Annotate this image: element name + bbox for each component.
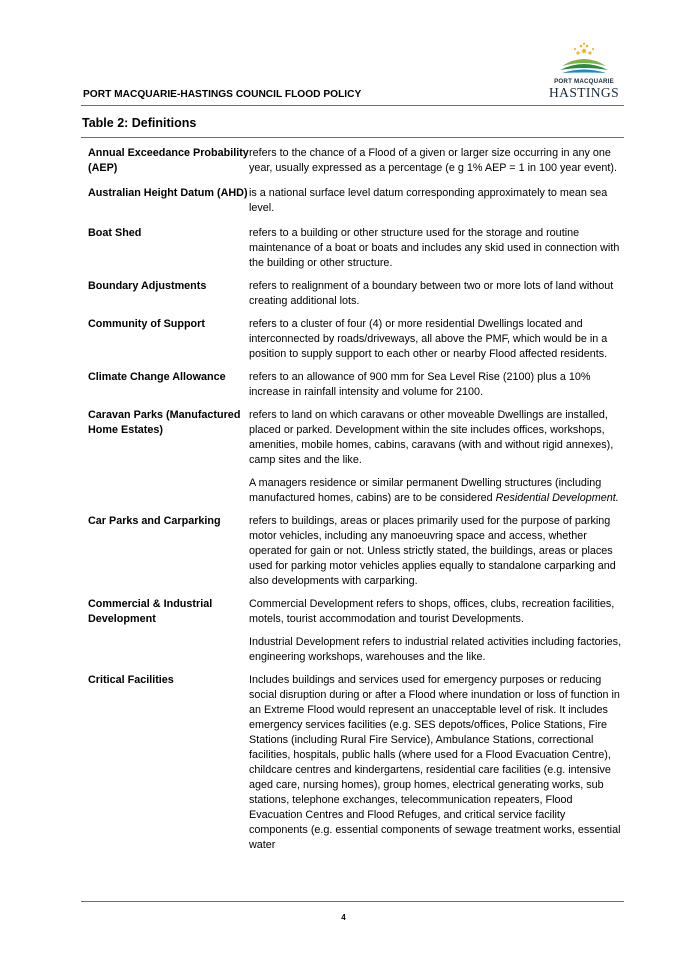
definition-row	[82, 408, 624, 506]
definition-paragraph: refers to land on which caravans or other moveable Dwellings are installed, placed or parked. Development within the site includes offices, workshops, amenities, mobile homes, cabins, caravans (with and without rigid annexes), camp sites and the like.	[249, 409, 614, 466]
definition-paragraph: refers to a cluster of four (4) or more residential Dwellings located and interconnected by roads/driveways, all above the PMF, which would be in a position to supply support to each other or nearby Flood affected residents.	[249, 318, 608, 360]
definition-paragraph: refers to the chance of a Flood of a given or larger size occurring in any one year, usually expressed as a percentage (e g 1% AEP = 1 in 100 year event).	[249, 147, 618, 174]
definition-paragraph: refers to an allowance of 900 mm for Sea Level Rise (2100) plus a 10% increase in rainfall intensity and volume for 2100.	[249, 371, 591, 398]
council-logo	[548, 42, 620, 100]
definition-term: Community of Support	[88, 318, 205, 330]
definition-italic-text: Residential Development.	[495, 492, 619, 504]
definition-row	[82, 226, 624, 271]
definition-description	[249, 370, 624, 400]
definitions-table	[82, 146, 624, 853]
definition-row	[82, 597, 624, 665]
definition-paragraph: Commercial Development refers to shops, offices, clubs, recreation facilities, motels, tourist accommodation and tourist Developments.	[249, 598, 615, 625]
definition-row	[82, 514, 624, 589]
definition-description	[249, 226, 624, 271]
table-title: Table 2: Definitions	[82, 116, 197, 130]
definition-description	[249, 597, 624, 665]
definition-paragraph: is a national surface level datum corresponding approximately to mean sea level.	[249, 187, 608, 214]
logo-text-hastings: HASTINGS	[549, 85, 619, 100]
definition-paragraph: Industrial Development refers to industrial related activities including factories, engineering workshops, warehouses and the like.	[249, 636, 622, 663]
definition-term: Commercial & Industrial Development	[88, 598, 213, 625]
definition-row	[82, 370, 624, 400]
definition-term: Caravan Parks (Manufactured Home Estates)	[88, 409, 241, 436]
definition-description	[249, 317, 624, 362]
definition-term: Boundary Adjustments	[88, 280, 207, 292]
definition-description	[249, 186, 624, 216]
page-number: 4	[341, 913, 346, 922]
definition-term: Car Parks and Carparking	[88, 515, 221, 527]
document-header-title: PORT MACQUARIE-HASTINGS COUNCIL FLOOD POLICY	[83, 89, 362, 100]
definition-paragraph: Includes buildings and services used for emergency purposes or reducing social disruption during or after a Flood where inundation or loss of function in an Extreme Flood would represent an unacceptable level of risk. It includes emergency services facilities (e.g. SES depots/offices, Police Stations, Fire Stations (including Rural Fire Service), Ambulance Stations, correctional facilities, hospitals, public halls (where used for a Flood Evacuation Centre), childcare centres and kindergartens, residential care facilities (e.g. intensive aged care, nursing homes), group homes, electrical generating works, sub stations, telephone exchanges, telecommunication repeaters, Flood Evacuation Centres and Flood Refuges, and critical service facility components (e.g. essential components of sewage treatment works, essential water	[249, 674, 621, 851]
definition-row	[82, 317, 624, 362]
definition-term: Climate Change Allowance	[88, 371, 226, 383]
definition-paragraph: refers to realignment of a boundary between two or more lots of land without creating additional lots.	[249, 280, 614, 307]
definition-description	[249, 514, 624, 589]
definition-text: A managers residence or similar permanent Dwelling structures (including manufactured homes, cabins) are to be considered	[249, 477, 602, 504]
definition-paragraph: refers to a building or other structure used for the storage and routine maintenance of a boat or boats and includes any skid used in connection with the building or other structure.	[249, 227, 620, 269]
header-divider	[81, 105, 624, 106]
definition-row	[82, 146, 624, 176]
table-title-divider	[81, 137, 624, 138]
definition-description	[249, 146, 624, 176]
definition-description	[249, 279, 624, 309]
definition-term: Critical Facilities	[88, 674, 174, 686]
definition-term: Australian Height Datum (AHD)	[88, 187, 248, 199]
definition-row	[82, 279, 624, 309]
definition-row	[82, 186, 624, 216]
logo-text-port-macquarie: PORT MACQUARIE	[554, 78, 614, 85]
definition-paragraph	[249, 476, 624, 506]
definition-row	[82, 673, 624, 853]
definition-term: Boat Shed	[88, 227, 142, 239]
footer-divider	[81, 901, 624, 902]
definition-description	[249, 673, 624, 853]
definition-paragraph: refers to buildings, areas or places primarily used for the purpose of parking motor vehicles, including any manoeuvring space and access, whether operated for gain or not. Unless strictly stated, the buildings, areas or places used for parking motor vehicles applies equally to standalone carparking and also developments with carparking.	[249, 515, 616, 587]
definition-description	[249, 408, 624, 506]
logo-emblem-icon	[548, 42, 620, 78]
definition-term: Annual Exceedance Probability (AEP)	[88, 147, 249, 174]
